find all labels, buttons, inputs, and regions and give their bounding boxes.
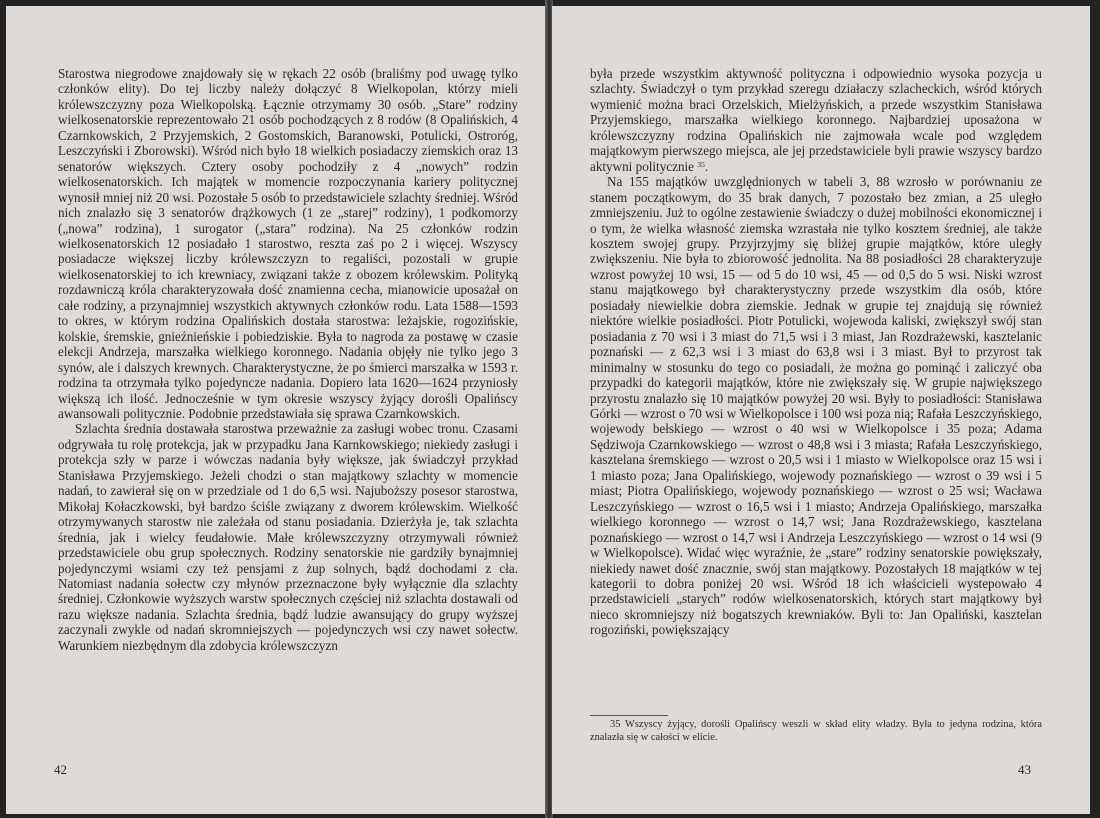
right-page-number: 43 — [1018, 762, 1031, 777]
right-paragraph-1-end: . — [704, 158, 709, 174]
footnote-reference: 35 — [697, 159, 705, 169]
left-page — [6, 6, 547, 814]
left-paragraph-1: Starostwa niegrodowe znajdowały się w rękach 22 osób (braliśmy pod uwagę tylko członków elity). Do tej liczby należy dołączyć 8 Wielkopolan, którzy mieli królewszczyzny poza Wielkopolską. Łącznie otrzymamy 30 osób. „Stare” rodziny wielkosenatorskie reprezentowało 21 osób pochodzących z 8 rodów (8 Opalińskich, 4 Czarnkowskich, 2 Przyjemskich, 2 Gostomskich, Baranowski, Potulicki, Ostroróg, Leszczyński i Zborowski). Wśród nich było 18 wielkich posiadaczy ziemskich oraz 13 senatorów większych. Cztery osoby pochodziły z 4 „nowych” rodzin wielkosenatorskich. Ich majątek w momencie rozpoczynania kariery politycznej wynosił mniej niż 20 wsi. Pozostałe 5 osób to przedstawiciele szlachty średniej. Wśród nich znalazło się 3 senatorów drążkowych (1 ze „starej” rodziny), 1 podkomorzy („nowa” rodzina), 1 surogator („stara” rodzina). Na 25 członków rodzin wielkosenatorskich 12 posiadało 1 starostwo, reszta zaś po 2 i więcej. Wszyscy posiadacze większej liczby królewszczyzn to regaliści, pozostali w grupie wielkosenatorskiej to ich krewniacy, związani także z obozem królewskim. Polityką rozdawniczą króla charakteryzowała dość znamienna cecha, mianowicie uposażał on całe rodziny, a przynajmniej wszystkich aktywnych członków rodu. Lata 1588—1593 to okres, w którym rodzina Opalińskich dostała starostwa: leżajskie, rogozińskie, kolskie, śremskie, gnieźnieńskie i pobiedziskie. Była to nagroda za postawę w czasie elekcji Andrzeja, marszałka wielkiego koronnego. Nadania objęły nie tylko jego 3 synów, ale i dalszych krewnych. Charakterystyczne, że po śmierci marszałka w 1593 r. rodzina ta otrzymała tylko pojedyncze nadania. Dopiero lata 1620—1624 przyniosły większą ich ilość. Jednocześnie w tym okresie wszyscy żyjący dorośli Opalińscy awansowali politycznie. Podobnie przedstawiała się sprawa Czarnkowskich. — [58, 66, 518, 421]
right-paragraph-1 — [590, 66, 1042, 174]
footnote-divider — [590, 715, 668, 716]
right-paragraph-2: Na 155 majątków uwzględnionych w tabeli 3, 88 wzrosło w porównaniu ze stanem początkowym, do 35 brak danych, 7 pozostało bez zmian, a 25 uległo zmniejszeniu. Już to ogólne zestawienie świadczy o dużej mobilności ekonomicznej i o tym, że wielka własność ziemska wzrastała nie tylko kosztem średniej, ale także kosztem swojej grupy. Przyjrzyjmy się bliżej grupie majątków, które uległy zwiększeniu. Nie była to zbiorowość jednolita. Na 88 posiadłości 28 charakteryzuje wzrost powyżej 10 wsi, 15 — od 5 do 10 wsi, 45 — od 0,5 do 5 wsi. Niski wzrost stanu majątkowego był charakterystyczny przede wszystkim dla osób, które posiadały niewielkie dobra ziemskie. Jednak w grupie tej znajdują się również niektóre wielkie posiadłości. Piotr Potulicki, wojewoda kaliski, zwiększył swój stan posiadania z 70 wsi i 3 miast do 71,5 wsi i 3 miast, Jan Rozdrażewski, kasztelanic poznański — z 62,3 wsi i 3 miast do 63,8 wsi i 3 miast. Był to przyrost tak minimalny w stosunku do tego co posiadali, że można go pominąć i zaliczyć oba przypadki do kategorii majątków, które nie zwiększały się. W grupie największego przyrostu znalazło się 10 majątków powyżej 20 wsi. Były to posiadłości: Stanisława Górki — wzrost o 70 wsi w Wielkopolsce i 100 wsi poza nią; Rafała Leszczyńskiego, wojewody bełskiego — wzrost o 40 wsi w Wielkopolsce i 35 poza; Adama Sędziwoja Czarnkowskiego — wzrost o 48,8 wsi i 3 miasta; Rafała Leszczyńskiego, kasztelana śremskiego — wzrost o 20,5 wsi i 1 miasto w Wielkopolsce oraz 15 wsi i 1 miasto poza; Jana Opalińskiego, wojewody poznańskiego — wzrost o 39 wsi i 5 miast; Piotra Opalińskiego, wojewody poznańskiego — wzrost o 25 wsi; Wacława Leszczyńskiego — wzrost o 16,5 wsi i 1 miasto; Andrzeja Opalińskiego, marszałka wielkiego koronnego — wzrost o 14,7 wsi; Jana Rozdrażewskiego, kasztelana poznańskiego — wzrost o 14,7 wsi i Andrzeja Leszczyńskiego — wzrost o 14 wsi (9 w Wielkopolsce). Widać więc wyraźnie, że „stare” rodziny senatorskie powiększały, niekiedy nawet dość znacznie, swój stan majątkowy. Pozostałych 18 majątków w tej kategorii to dobra poniżej 20 wsi. Wśród 18 ich właścicieli wystepowało 4 przedstawicieli „starych” rodów wielkosenatorskich, których start majątkowy był nieco skromniejszy niż bogatszych krewniaków. Byli to: Jan Opaliński, kasztelan rogoziński, powiększający — [590, 174, 1042, 638]
right-page — [552, 6, 1090, 814]
left-page-number: 42 — [54, 762, 67, 777]
left-page-body — [58, 66, 518, 653]
right-paragraph-1-text: była przede wszystkim aktywność polityczna i odpowiednio wysoka pozycja u szlachty. Świadczył o tym przykład szeregu działaczy szlacheckich, wśród których wymienić można braci Orzelskich, Mielżyńskich, a przede wszystkim Stanisława Przyjemskiego, marszałka wielkiego koronnego. Najbardziej uposażona w królewszczyzny rodzina Opalińskich nie zajmowała wcale pod względem majątkowym pierwszego miejsca, ale jej przedstawiciele byli prawie wszyscy bardzo aktywni politycznie — [590, 66, 1042, 174]
right-page-body — [590, 66, 1042, 638]
footnote: 35 Wszyscy żyjący, dorośli Opalińscy weszli w skład elity władzy. Była to jedyna rodzina, która znalazła się w całości w elicie. — [590, 719, 1042, 743]
left-paragraph-2: Szlachta średnia dostawała starostwa przeważnie za zasługi wobec tronu. Czasami odgrywała tu rolę protekcja, jak w przypadku Jana Karnkowskiego; niekiedy zasługi i protekcja szły w parze i wówczas nadania były większe, jak świadczył przykład Stanisława Przyjemskiego. Jeżeli chodzi o stan majątkowy szlachty w momencie nadań, to zawierał się on w przedziale od 1 do 6,5 wsi. Najuboższy posesor starostwa, Mikołaj Kołaczkowski, był bardzo ściśle związany z dworem królewskim. Wielkość otrzymywanych starostw nie zależała od stanu posiadania. Dzierżyła je, tak szlachta średnia, jak i wielcy feudałowie. Małe królewszczyzny otrzymywali również przedstawiciele obu grup społecznych. Rodziny senatorskie nie gardziły bynajmniej pojedynczymi wsiami czy też pensjami z żup solnych, bądź dochodami z cła. Natomiast nadania sołectw czy młynów przeznaczone były wyłącznie dla szlachty średniej. Członkowie wyższych warstw społecznych częściej niż szlachta dostawali od razu większe nadania. Szlachta średnia, bądź ludzie awansujący do grupy wyższej zaczynali zwykle od nadań skromniejszych — pojedynczych wsi czy nawet sołectw. Warunkiem niezbędnym dla zdobycia królewszczyzn — [58, 421, 518, 653]
